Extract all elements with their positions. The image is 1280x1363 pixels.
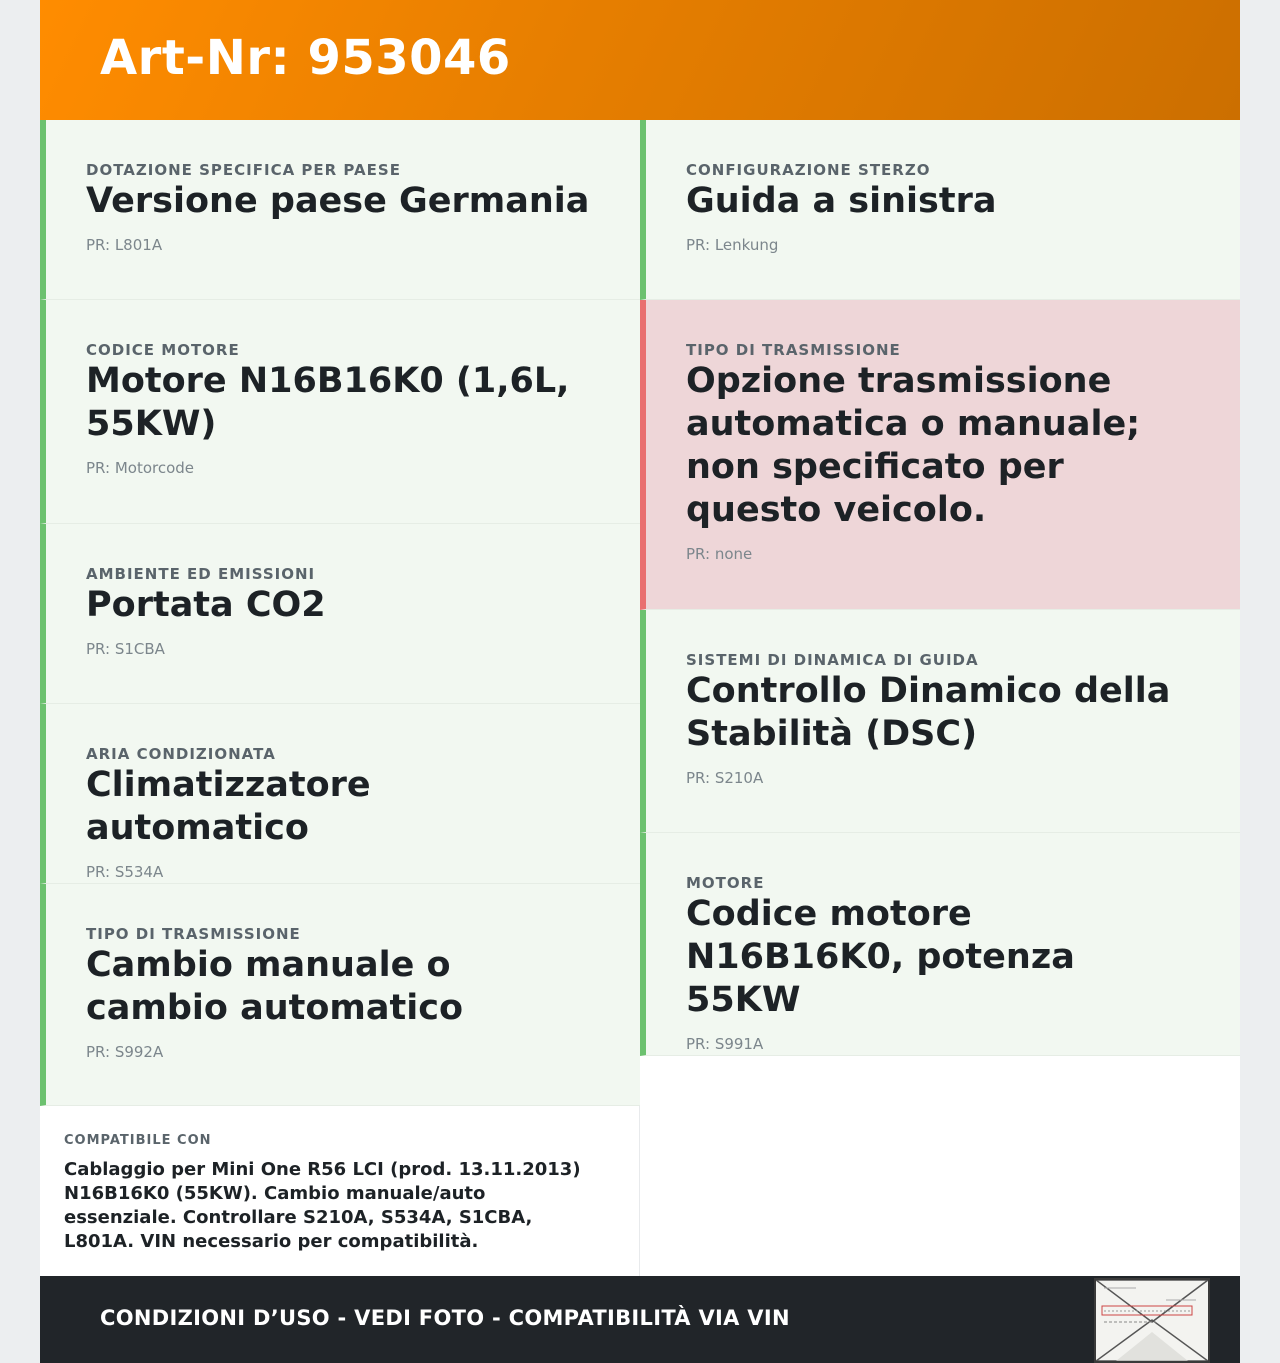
spec-label: MOTORE — [686, 874, 765, 892]
page — [40, 0, 1240, 1363]
spec-pr-code: PR: S534A — [86, 863, 164, 881]
spec-pr-code: PR: Motorcode — [86, 459, 195, 477]
footer-bar — [40, 1276, 1240, 1363]
spec-value: Portata CO2 — [86, 585, 326, 625]
right-column — [640, 120, 1240, 1056]
header-banner — [40, 0, 1240, 120]
spec-card-engine-code — [40, 300, 640, 524]
spec-card-transmission-warning — [640, 300, 1240, 610]
spec-pr-code: PR: none — [686, 545, 753, 563]
spec-pr-code: PR: S991A — [686, 1035, 764, 1053]
spec-pr-code: PR: L801A — [86, 236, 163, 254]
spec-label: CONFIGURAZIONE STERZO — [686, 161, 931, 179]
envelope-icon — [1096, 1280, 1208, 1361]
spec-value: Cambio manuale o cambio automatico — [86, 945, 464, 1028]
spec-value: Controllo Dinamico della Stabilità (DSC) — [686, 671, 1171, 754]
spec-pr-code: PR: S1CBA — [86, 640, 165, 658]
spec-card-driving-dynamics — [640, 610, 1240, 833]
spec-card-engine — [640, 833, 1240, 1056]
spec-label: TIPO DI TRASMISSIONE — [86, 925, 301, 943]
spec-pr-code: PR: S210A — [686, 769, 764, 787]
spec-card-steering — [640, 120, 1240, 300]
spec-value: Versione paese Germania — [86, 181, 590, 221]
compatibility-box — [40, 1106, 640, 1276]
spec-card-country — [40, 120, 640, 300]
spec-value: Motore N16B16K0 (1,6L, 55KW) — [86, 361, 570, 444]
spec-value: Codice motore N16B16K0, potenza 55KW — [686, 894, 1075, 1020]
spec-label: TIPO DI TRASMISSIONE — [686, 341, 901, 359]
spec-label: DOTAZIONE SPECIFICA PER PAESE — [86, 161, 401, 179]
article-number-title: Art-Nr: 953046 — [100, 30, 511, 86]
spec-pr-code: PR: S992A — [86, 1043, 164, 1061]
footer-terms-text: CONDIZIONI D’USO - VEDI FOTO - COMPATIBILITÀ VIA VIN — [100, 1306, 790, 1330]
spec-label: SISTEMI DI DINAMICA DI GUIDA — [686, 651, 979, 669]
compatibility-text: Cablaggio per Mini One R56 LCI (prod. 13.11.2013) N16B16K0 (55KW). Cambio manuale/auto essenziale. Controllare S210A, S534A, S1CBA, L801A. VIN necessario per compatibilità. — [64, 1159, 581, 1252]
spec-card-emissions — [40, 524, 640, 704]
spec-card-air-conditioning — [40, 704, 640, 884]
spec-value: Guida a sinistra — [686, 181, 997, 221]
spec-value: Opzione trasmissione automatica o manuale; non specificato per questo veicolo. — [686, 361, 1141, 530]
spec-label: ARIA CONDIZIONATA — [86, 745, 276, 763]
spec-card-transmission — [40, 884, 640, 1106]
spec-label: CODICE MOTORE — [86, 341, 240, 359]
spec-pr-code: PR: Lenkung — [686, 236, 779, 254]
envelope-photo-icon[interactable] — [1094, 1278, 1210, 1363]
compatibility-label: COMPATIBILE CON — [64, 1133, 212, 1148]
spec-value: Climatizzatore automatico — [86, 765, 371, 848]
left-column — [40, 120, 640, 1106]
spec-label: AMBIENTE ED EMISSIONI — [86, 565, 316, 583]
